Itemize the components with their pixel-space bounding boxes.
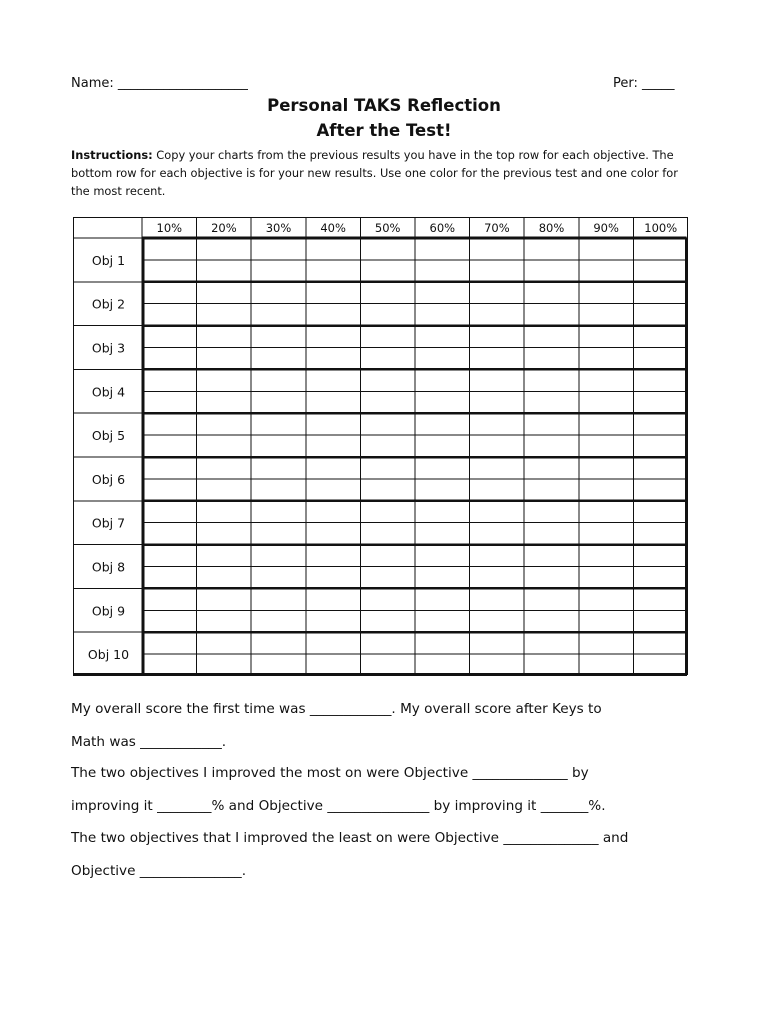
column-header-2: 20% (211, 221, 237, 235)
column-header-10: 100% (644, 221, 678, 235)
reflection-line-2[interactable]: Math was ____________. (71, 734, 227, 750)
page-subtitle: After the Test! (316, 121, 452, 140)
instructions-text: Copy your charts from the previous results you have in the top row for each objective. The bottom row for each objective is for your new results. Use one color for the previous test and one color for the most recent. (71, 148, 678, 198)
row-label-2: Obj 2 (91, 296, 126, 312)
objective-results-table (73, 217, 688, 676)
reflection-line-5[interactable]: The two objectives that I improved the least on were Objective ______________ and (71, 830, 629, 846)
reflection-line-1[interactable]: My overall score the first time was ____________. My overall score after Keys to (71, 701, 602, 717)
instructions (71, 146, 693, 200)
column-header-1: 10% (156, 221, 183, 235)
row-label-5: Obj 5 (91, 428, 126, 444)
column-header-7: 70% (484, 221, 510, 235)
instructions-label: Instructions: (71, 148, 153, 162)
reflection-line-6[interactable]: Objective _______________. (71, 863, 247, 879)
period-field[interactable]: Per: _____ (613, 76, 675, 91)
page-title: Personal TAKS Reflection (267, 96, 501, 115)
row-label-10: Obj 10 (87, 647, 130, 663)
reflection-line-4[interactable]: improving it ________% and Objective _______________ by improving it _______%. (71, 798, 606, 814)
column-header-9: 90% (593, 221, 619, 235)
column-header-8: 80% (538, 221, 565, 235)
row-label-3: Obj 3 (91, 340, 126, 356)
column-header-5: 50% (374, 221, 401, 235)
row-label-9: Obj 9 (91, 603, 126, 619)
column-header-6: 60% (429, 221, 456, 235)
row-label-6: Obj 6 (91, 471, 126, 487)
row-label-4: Obj 4 (91, 384, 126, 400)
row-label-7: Obj 7 (91, 515, 126, 531)
column-header-4: 40% (320, 221, 346, 235)
row-label-1: Obj 1 (91, 252, 126, 268)
row-label-8: Obj 8 (91, 559, 126, 575)
reflection-line-3[interactable]: The two objectives I improved the most on were Objective ______________ by (71, 765, 589, 781)
name-field[interactable]: Name: ____________________ (71, 76, 248, 91)
column-header-3: 30% (265, 221, 292, 235)
